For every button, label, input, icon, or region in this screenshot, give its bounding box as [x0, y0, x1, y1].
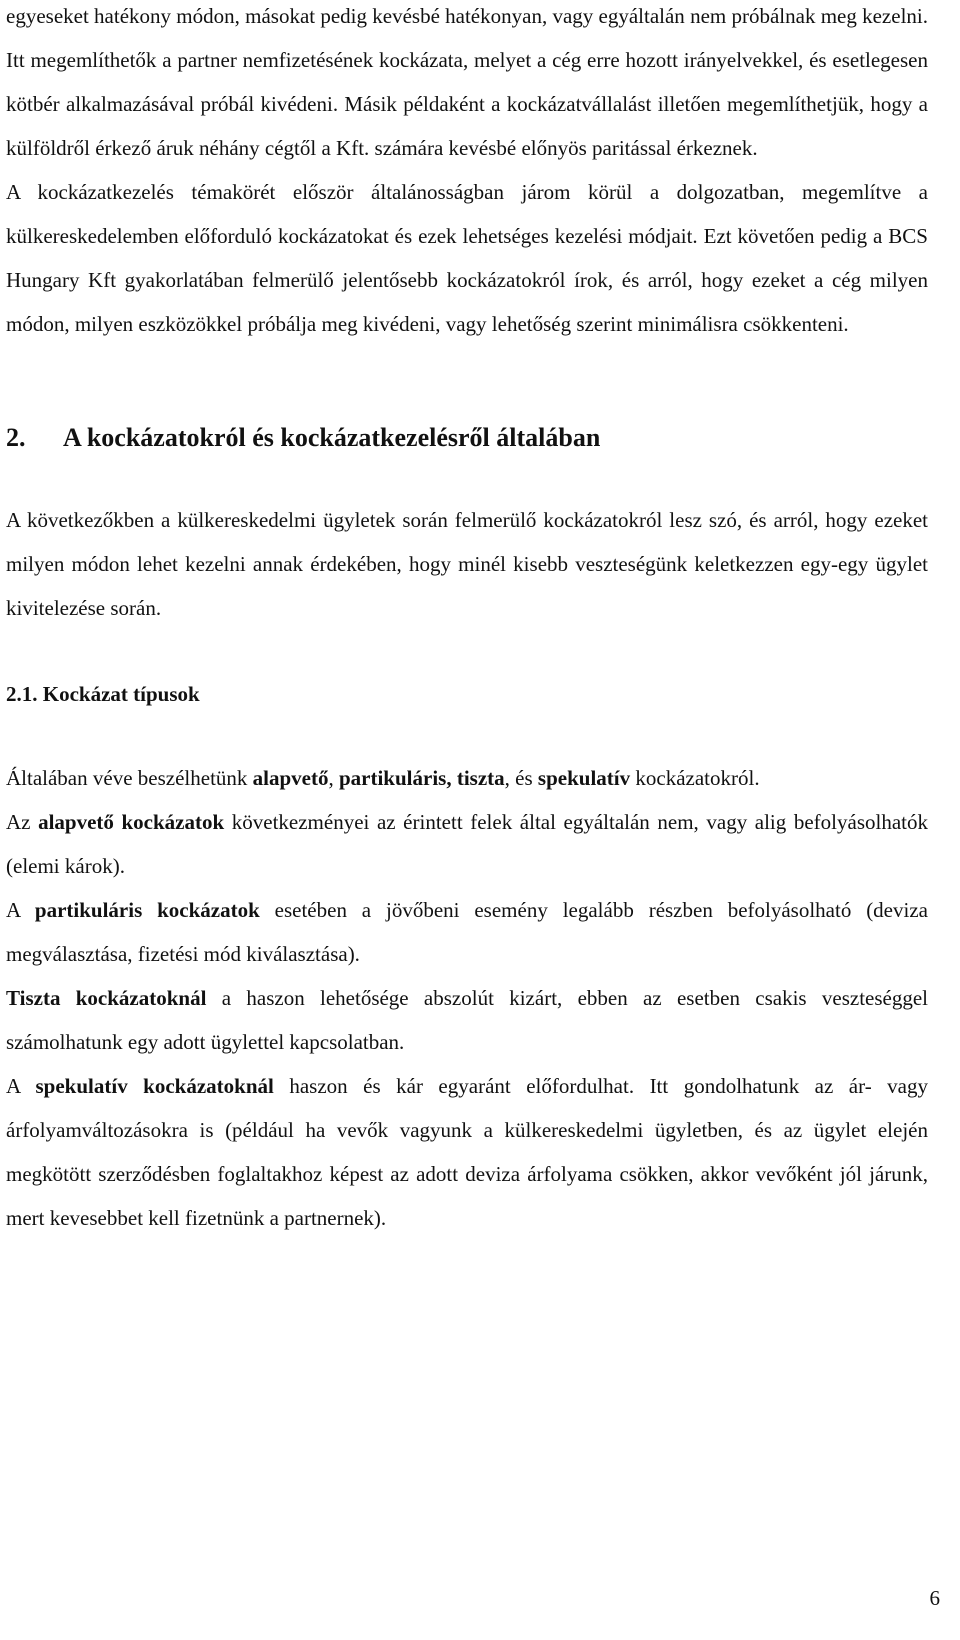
bold-term-spekulativ: spekulatív	[537, 766, 631, 790]
bold-term: Tiszta kockázatoknál	[6, 986, 207, 1010]
section-title: A kockázatokról és kockázatkezelésről általában	[63, 423, 601, 452]
bold-term: spekulatív kockázatoknál	[35, 1074, 274, 1098]
bold-term: alapvető kockázatok	[38, 810, 225, 834]
text-run: következményei az érintett felek által egyáltalán nem, vagy alig befolyásolhatók (elemi károk).	[6, 810, 928, 878]
section-number: 2.	[6, 423, 26, 452]
document-page	[6, 0, 928, 1240]
text-run: haszon és kár egyaránt előfordulhat. Itt gondolhatunk az ár- vagy árfolyamváltozásokra is (például ha vevők vagyunk a külkereskedelmi ügyletben, és az ügylet elején megkötött szerződésben foglaltakhoz képest az adott deviza árfolyama csökken, akkor vevőként jól járunk, mert kevesebbet kell fizetnünk a partnernek).	[6, 1074, 928, 1230]
text-run: A	[6, 1074, 36, 1098]
text-run: kockázatokról.	[630, 766, 760, 790]
text-run: a haszon lehetősége abszolút kizárt, ebben az esetben csakis veszteséggel számolhatunk egy adott ügylettel kapcsolatban.	[6, 986, 928, 1054]
text-run: esetében a jövőbeni esemény legalább részben befolyásolható (deviza megválasztása, fizetési mód kiválasztása).	[6, 898, 928, 966]
intro-paragraph-1: egyeseket hatékony módon, másokat pedig kevésbé hatékonyan, vagy egyáltalán nem próbálnak meg kezelni. Itt megemlíthetők a partner nemfizetésének kockázata, melyet a cég erre hozott irányelvekkel, és esetlegesen kötbér alkalmazásával próbál kivédeni. Másik példaként a kockázatvállalást illetően megemlíthetjük, hogy a külföldről érkező áruk néhány cégtől a Kft. számára kevésbé előnyös paritással érkeznek.	[6, 4, 928, 160]
text-run: ,	[328, 766, 339, 790]
section-2-paragraph: A következőkben a külkereskedelmi ügyletek során felmerülő kockázatokról lesz szó, és arról, hogy ezeket milyen módon lehet kezelni annak érdekében, hogy minél kisebb veszteségünk keletkezzen egy-egy ügylet kivitelezése során.	[6, 508, 928, 620]
alapveto-paragraph	[6, 800, 928, 888]
bold-term-tiszta: tiszta	[456, 766, 505, 790]
text-run: , és	[504, 766, 538, 790]
intro-paragraph-2: A kockázatkezelés témakörét először általánosságban járom körül a dolgozatban, megemlítve a külkereskedelemben előforduló kockázatokat és ezek lehetséges kezelési módjait. Ezt követően pedig a BCS Hungary Kft gyakorlatában felmerülő jelentősebb kockázatokról írok, és arról, hogy ezeket a cég milyen módon, milyen eszközökkel próbálja meg kivédeni, vagy lehetőség szerint minimálisra csökkenteni.	[6, 180, 928, 336]
text-run: Általában véve beszélhetünk	[6, 766, 253, 790]
subsection-heading-2-1: 2.1. Kockázat típusok	[6, 682, 200, 706]
spekulativ-paragraph	[6, 1064, 928, 1240]
tiszta-paragraph	[6, 976, 928, 1064]
section-heading-2	[6, 418, 928, 458]
text-run: Az	[6, 810, 39, 834]
page-number: 6	[929, 1586, 940, 1610]
text-run: A	[6, 898, 35, 922]
types-paragraph	[6, 756, 928, 800]
bold-term-alapveto: alapvető	[252, 766, 329, 790]
bold-term: partikuláris kockázatok	[34, 898, 260, 922]
bold-term-partikularis: partikuláris,	[338, 766, 452, 790]
partikularis-paragraph	[6, 888, 928, 976]
